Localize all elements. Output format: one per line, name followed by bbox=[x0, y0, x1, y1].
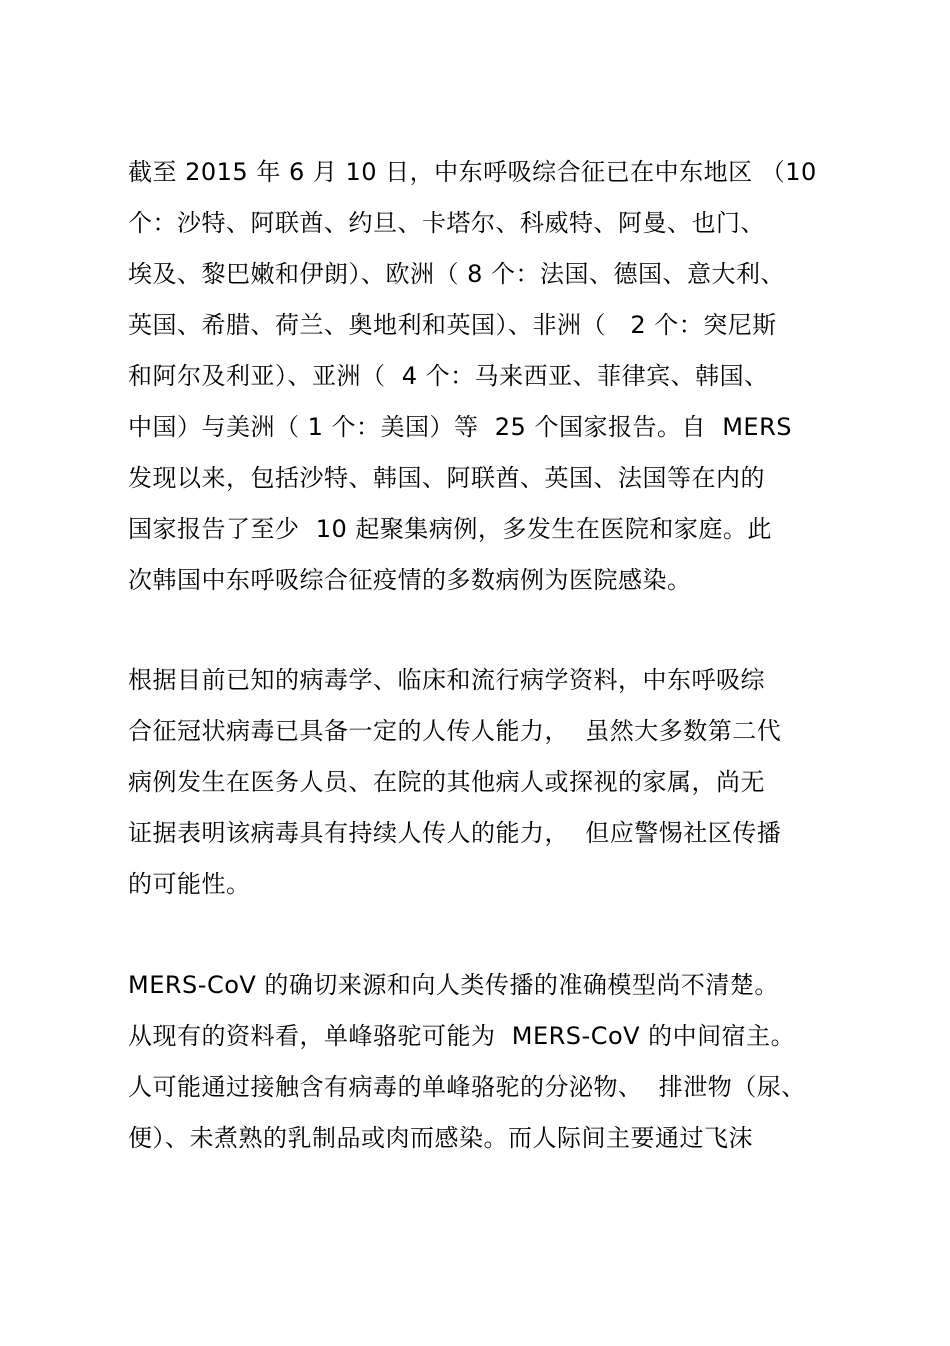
text-line: 合征冠状病毒已具备一定的人传人能力， 虽然大多数第二代 bbox=[128, 717, 782, 745]
text-line: MERS-CoV 的确切来源和向人类传播的准确模型尚不清楚。 bbox=[128, 971, 779, 999]
text-line: 证据表明该病毒具有持续人传人的能力， 但应警惕社区传播 bbox=[128, 819, 782, 847]
text-line: 次韩国中东呼吸综合征疫情的多数病例为医院感染。 bbox=[128, 566, 692, 594]
paragraph bbox=[128, 655, 781, 910]
text-line: 发现以来，包括沙特、韩国、阿联酋、英国、法国等在内的 bbox=[128, 464, 765, 492]
text-line: 病例发生在医务人员、在院的其他病人或探视的家属，尚无 bbox=[128, 768, 765, 796]
text-line: 英国、希腊、荷兰、奥地利和英国）、非洲（ 2 个：突尼斯 bbox=[128, 311, 777, 339]
text-line: 的可能性。 bbox=[128, 870, 251, 898]
text-line: 人可能通过接触含有病毒的单峰骆驼的分泌物、 排泄物（尿、 bbox=[128, 1073, 806, 1101]
text-line: 中国）与美洲（ 1 个：美国）等 25 个国家报告。自 MERS bbox=[128, 413, 792, 441]
text-line: 根据目前已知的病毒学、临床和流行病学资料，中东呼吸综 bbox=[128, 666, 765, 694]
text-line: 截至 2015 年 6 月 10 日，中东呼吸综合征已在中东地区 （10 bbox=[128, 158, 817, 186]
text-line: 便）、未煮熟的乳制品或肉而感染。而人际间主要通过飞沫 bbox=[128, 1124, 753, 1152]
text-line: 埃及、黎巴嫩和伊朗）、欧洲（ 8 个：法国、德国、意大利、 bbox=[128, 260, 786, 288]
paragraph bbox=[128, 147, 817, 606]
text-line: 个：沙特、阿联酋、约旦、卡塔尔、科威特、阿曼、也门、 bbox=[128, 209, 765, 237]
text-line: 从现有的资料看，单峰骆驼可能为 MERS-CoV 的中间宿主。 bbox=[128, 1022, 796, 1050]
paragraph bbox=[128, 960, 806, 1164]
text-line: 国家报告了至少 10 起聚集病例，多发生在医院和家庭。此 bbox=[128, 515, 772, 543]
text-line: 和阿尔及利亚）、亚洲（ 4 个：马来西亚、菲律宾、韩国、 bbox=[128, 362, 769, 390]
